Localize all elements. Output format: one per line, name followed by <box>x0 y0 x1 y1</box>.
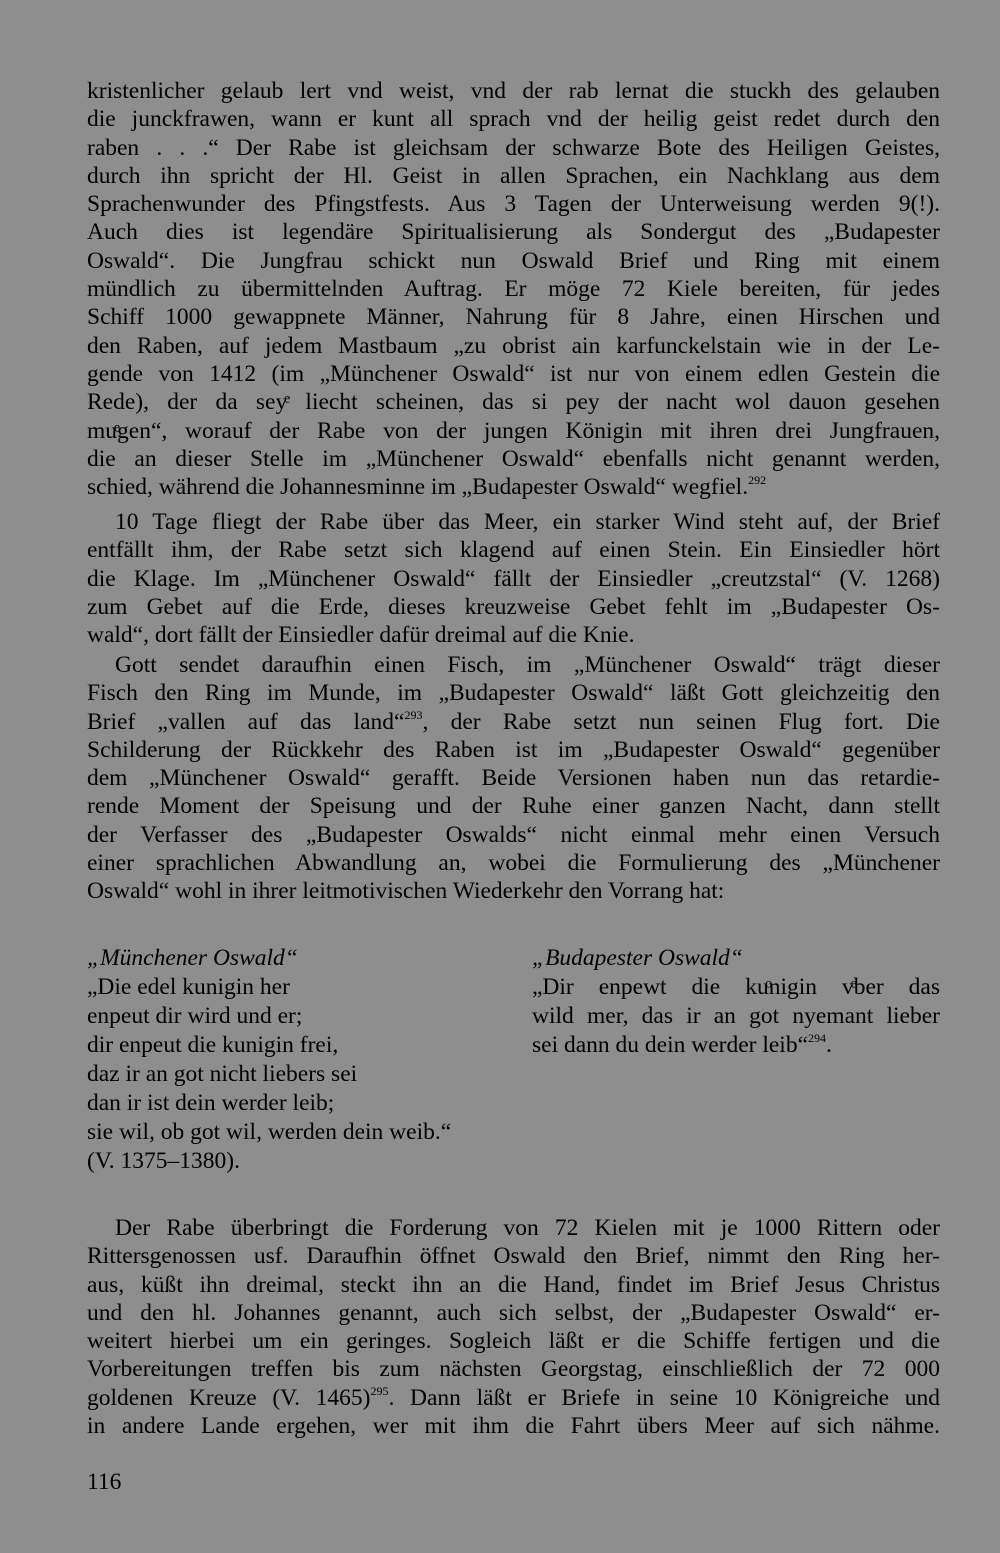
text-line <box>87 708 940 736</box>
paragraph-1 <box>87 77 940 501</box>
text-line: kristenlicher gelaub lert vnd weist, vnd der rab lernat die stuckh des gelauben <box>87 78 940 104</box>
text-line: Fisch den Ring im Munde, im „Budapester Oswald“ läßt Gott gleichzeitig den <box>87 680 940 707</box>
text-segment: , der Rabe setzt nun seinen Flug fort. Die <box>422 708 940 735</box>
text-line: Auch dies ist legendäre Spiritualisierung als Sondergut des „Budapester <box>87 219 940 246</box>
text-line: den Raben, auf jedem Mastbaum „zu obrist ain karfunckelstain wie in der Le- <box>87 332 940 359</box>
text-line: 10 Tage fliegt der Rabe über das Meer, ein starker Wind steht auf, der Brief <box>115 509 940 535</box>
text-line: die Klage. Im „Münchener Oswald“ fällt der Einsiedler „creutzstal“ (V. 1268) <box>87 565 940 592</box>
text-line: rende Moment der Speisung und der Ruhe einer ganzen Nacht, dann stellt <box>87 793 940 820</box>
verse-line: enpeut dir wird und er; <box>87 1003 303 1029</box>
verse-line: dir enpeut die kunigin frei, <box>87 1032 339 1058</box>
verse-line: dan ir ist dein werder leib; <box>87 1090 335 1116</box>
verse-line: „Die edel kunigin her <box>87 974 290 1000</box>
paragraph-3 <box>87 651 940 906</box>
text-line: Schiff 1000 gewappnete Männer, Nahrung für 8 Jahre, einen Hirschen und <box>87 304 940 331</box>
text-segment: goldenen Kreuze (V. 1465) <box>87 1384 371 1411</box>
text-line: mündlich zu übermittelnden Auftrag. Er möge 72 Kiele bereiten, für jedes <box>87 276 940 303</box>
text-line: raben . . .“ Der Rabe ist gleichsam der schwarze Bote des Heiligen Geistes, <box>87 134 940 161</box>
quote-heading: „Budapester Oswald“ <box>532 945 743 971</box>
text-line: dem „Münchener Oswald“ gerafft. Beide Versionen haben nun das retardie- <box>87 765 940 792</box>
text-line: Schilderung der Rückkehr des Raben ist im „Budapester Oswald“ gegenüber <box>87 736 940 763</box>
text-line: Rede), der da seyͤ liecht scheinen, das si pey der nacht wol dauon gesehen <box>87 389 940 416</box>
text-line: einer sprachlichen Abwandlung an, wobei die Formulierung des „Münchener <box>87 850 940 877</box>
text-line: Sprachenwunder des Pfingstfests. Aus 3 Tagen der Unterweisung werden 9(!). <box>87 191 940 218</box>
verse-line: sie wil, ob got wil, werden dein weib.“ <box>87 1119 452 1145</box>
quote-right-column <box>532 944 940 1060</box>
text-line <box>87 473 940 501</box>
text-line: Rittersgenossen usf. Daraufhin öffnet Oswald den Brief, nimmt den Ring her- <box>87 1243 940 1270</box>
footnote-ref: 294 <box>808 1031 827 1045</box>
text-line: gende von 1412 (im „Münchener Oswald“ ist nur von einem edlen Gestein die <box>87 360 940 387</box>
quote-left-column <box>87 944 507 1176</box>
text-line: entfällt ihm, der Rabe setzt sich klagend auf einen Stein. Ein Einsiedler hört <box>87 537 940 564</box>
text-line: muͤgen“, worauf der Rabe von der jungen Königin mit ihren drei Jungfrauen, <box>87 417 940 444</box>
verse-line: daz ir an got nicht liebers sei <box>87 1061 358 1087</box>
text-line: Vorbereitungen treffen bis zum nächsten Georgstag, einschließlich der 72 000 <box>87 1356 940 1383</box>
text-line: die junckfrawen, wann er kunt all sprach vnd der heilig geist redet durch den <box>87 106 940 133</box>
text-segment: sei dann du dein werder leib“ <box>532 1032 809 1058</box>
verse-line <box>532 1031 940 1060</box>
page-number: 116 <box>87 1469 122 1495</box>
quote-comparison <box>87 944 940 1184</box>
paragraph-2 <box>87 508 940 649</box>
verse-reference: (V. 1375–1380). <box>87 1148 240 1174</box>
verse-line: wild mer, das ir an got nyemant lieber <box>532 1003 940 1029</box>
text-line: in andere Lande ergehen, wer mit ihm die Fahrt übers Meer auf sich nähme. <box>87 1413 940 1440</box>
text-line: die an dieser Stelle im „Münchener Oswald“ ebenfalls nicht genannt werden, <box>87 445 940 472</box>
text-line: Oswald“ wohl in ihrer leitmotivischen Wiederkehr den Vorrang hat: <box>87 878 725 905</box>
text-line: weitert hierbei um ein geringes. Sogleich läßt er die Schiffe fertigen und die <box>87 1328 940 1355</box>
text-segment: . Dann läßt er Briefe in seine 10 Königreiche und <box>388 1384 940 1411</box>
text-segment: Brief „vallen auf das land“ <box>87 708 405 735</box>
verse-line: „Dir enpewt die kuͦnigin vͤber das <box>532 974 940 1000</box>
text-line: der Verfasser des „Budapester Oswalds“ nicht einmal mehr einen Versuch <box>87 821 940 848</box>
text-segment: schied, während die Johannesminne im „Budapester Oswald“ wegfiel. <box>87 474 749 501</box>
footnote-ref: 295 <box>370 1383 389 1398</box>
text-line: zum Gebet auf die Erde, dieses kreuzweise Gebet fehlt im „Budapester Os- <box>87 593 940 620</box>
text-line: durch ihn spricht der Hl. Geist in allen Sprachen, ein Nachklang aus dem <box>87 162 940 189</box>
quote-heading: „Münchener Oswald“ <box>87 945 298 971</box>
text-line <box>87 1384 940 1412</box>
text-line: Der Rabe überbringt die Forderung von 72 Kielen mit je 1000 Rittern oder <box>115 1215 940 1241</box>
footnote-ref: 293 <box>404 707 423 722</box>
footnote-ref: 292 <box>748 473 767 488</box>
text-line: Oswald“. Die Jungfrau schickt nun Oswald Brief und Ring mit einem <box>87 247 940 274</box>
text-line: Gott sendet daraufhin einen Fisch, im „Münchener Oswald“ trägt dieser <box>115 652 940 678</box>
paragraph-4 <box>87 1214 940 1440</box>
text-line: und den hl. Johannes genannt, auch sich selbst, der „Budapester Oswald“ er- <box>87 1299 940 1326</box>
text-segment: . <box>826 1032 832 1058</box>
text-line: aus, küßt ihn dreimal, steckt ihn an die Hand, findet im Brief Jesus Christus <box>87 1271 940 1298</box>
text-line: wald“, dort fällt der Einsiedler dafür dreimal auf die Knie. <box>87 622 635 649</box>
